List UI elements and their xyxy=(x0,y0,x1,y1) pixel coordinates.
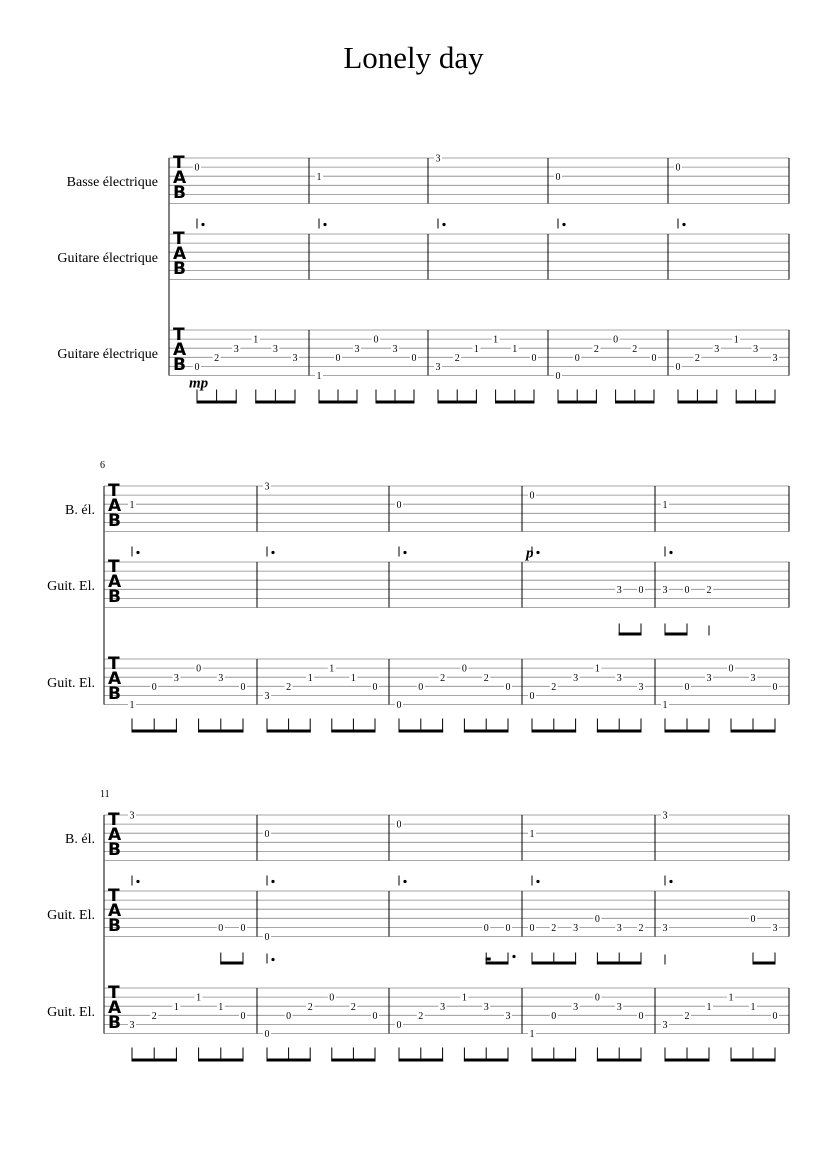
tab-clef-letter: A xyxy=(108,998,122,1018)
fret-number: 0 xyxy=(728,663,734,675)
augmentation-dot xyxy=(136,551,139,554)
instrument-label: Guitare électrique xyxy=(57,251,158,266)
fret-number: 2 xyxy=(684,1010,690,1022)
tab-clef-letter: T xyxy=(108,810,120,830)
beam xyxy=(532,962,577,965)
fret-number: 0 xyxy=(529,490,535,502)
beam xyxy=(665,730,710,733)
fret-number: 0 xyxy=(396,499,402,511)
fret-number: 0 xyxy=(411,352,417,364)
fret-number: 2 xyxy=(214,352,220,364)
beam xyxy=(753,962,776,965)
fret-number: 0 xyxy=(594,913,600,925)
fret-number: 0 xyxy=(240,923,246,934)
fret-number: 3 xyxy=(662,923,668,934)
beam xyxy=(464,1059,509,1062)
fret-number: 3 xyxy=(662,810,668,822)
fret-number: 1 xyxy=(173,1001,179,1013)
augmentation-dot xyxy=(512,955,515,958)
tab-clef-letter: A xyxy=(108,572,122,592)
augmentation-dot xyxy=(536,880,539,883)
fret-number: 3 xyxy=(616,1001,622,1013)
beam xyxy=(220,962,243,965)
tab-clef-letter: B xyxy=(108,840,121,860)
fret-number: 2 xyxy=(694,352,700,364)
fret-number: 2 xyxy=(551,681,557,693)
fret-number: 1 xyxy=(750,1001,756,1013)
fret-number: 0 xyxy=(684,681,690,693)
fret-number: 3 xyxy=(662,1020,668,1031)
tab-clef-letter: A xyxy=(108,825,122,845)
fret-number: 0 xyxy=(329,992,335,1004)
instrument-label: B. él. xyxy=(65,832,95,847)
fret-number: 3 xyxy=(272,343,278,355)
beam xyxy=(267,1059,311,1062)
fret-number: 3 xyxy=(662,584,668,596)
beam xyxy=(597,730,642,733)
fret-number: 3 xyxy=(573,672,579,684)
fret-number: 2 xyxy=(151,1010,157,1022)
beam xyxy=(198,1059,243,1062)
fret-number: 2 xyxy=(454,352,460,364)
fret-number: 0 xyxy=(638,584,644,596)
fret-number: 0 xyxy=(529,923,535,934)
fret-number: 1 xyxy=(662,499,668,511)
fret-number: 2 xyxy=(632,343,638,355)
beam xyxy=(331,1059,375,1062)
fret-number: 0 xyxy=(194,362,200,373)
fret-number: 0 xyxy=(264,1029,270,1041)
beam xyxy=(532,730,577,733)
fret-number: 3 xyxy=(392,343,398,355)
fret-number: 0 xyxy=(505,681,511,693)
fret-number: 3 xyxy=(264,481,270,493)
fret-number: 1 xyxy=(316,171,322,183)
fret-number: 3 xyxy=(706,672,712,684)
augmentation-dot xyxy=(536,551,539,554)
tab-clef-letter: A xyxy=(108,901,122,921)
fret-number: 3 xyxy=(483,1001,489,1013)
augmentation-dot xyxy=(271,958,274,961)
fret-number: 3 xyxy=(440,1001,446,1013)
fret-number: 0 xyxy=(196,663,202,675)
fret-number: 3 xyxy=(772,923,778,934)
instrument-label: Guitare électrique xyxy=(57,347,158,362)
beam xyxy=(731,730,776,733)
fret-number: 3 xyxy=(573,1001,579,1013)
beam xyxy=(132,1059,177,1062)
augmentation-dot xyxy=(271,880,274,883)
tab-clef-letter: A xyxy=(108,669,122,689)
fret-number: 0 xyxy=(505,923,511,934)
fret-number: 0 xyxy=(684,584,690,596)
fret-number: 2 xyxy=(440,672,446,684)
fret-number: 3 xyxy=(435,153,441,165)
fret-number: 1 xyxy=(196,992,202,1004)
fret-number: 1 xyxy=(512,343,518,355)
beam xyxy=(619,633,642,636)
fret-number: 2 xyxy=(593,343,599,355)
beam xyxy=(615,401,654,404)
fret-number: 3 xyxy=(772,352,778,364)
fret-number: 1 xyxy=(728,992,734,1004)
fret-number: 0 xyxy=(551,1010,557,1022)
fret-number: 1 xyxy=(706,1001,712,1013)
fret-number: 3 xyxy=(354,343,360,355)
fret-number: 0 xyxy=(531,352,537,364)
tab-clef-letter: B xyxy=(173,355,186,375)
augmentation-dot xyxy=(403,551,406,554)
tab-clef-letter: B xyxy=(173,259,186,279)
beam xyxy=(132,730,177,733)
fret-number: 2 xyxy=(286,681,292,693)
fret-number: 1 xyxy=(350,672,356,684)
fret-number: 0 xyxy=(675,362,681,373)
fret-number: 1 xyxy=(316,371,322,383)
fret-number: 0 xyxy=(396,700,402,712)
augmentation-dot xyxy=(136,880,139,883)
beam xyxy=(597,1059,642,1062)
fret-number: 0 xyxy=(335,352,341,364)
fret-number: 2 xyxy=(418,1010,424,1022)
fret-number: 0 xyxy=(372,1010,378,1022)
beam xyxy=(331,730,375,733)
fret-number: 1 xyxy=(129,499,135,511)
tab-clef-letter: B xyxy=(173,183,186,203)
tab-clef-letter: B xyxy=(108,511,121,531)
beam xyxy=(532,1059,577,1062)
fret-number: 2 xyxy=(307,1001,313,1013)
beam xyxy=(486,962,509,965)
instrument-label: Guit. El. xyxy=(47,908,95,923)
fret-number: 1 xyxy=(129,700,135,712)
beam xyxy=(495,401,534,404)
fret-number: 0 xyxy=(396,819,402,831)
fret-number: 3 xyxy=(573,923,579,934)
fret-number: 0 xyxy=(555,171,561,183)
fret-number: 0 xyxy=(555,371,561,383)
fret-number: 0 xyxy=(396,1020,402,1031)
sixteenth-beam xyxy=(486,958,491,961)
beam xyxy=(665,1059,710,1062)
fret-number: 3 xyxy=(714,343,720,355)
beam xyxy=(399,730,444,733)
fret-number: 0 xyxy=(594,992,600,1004)
fret-number: 3 xyxy=(638,681,644,693)
fret-number: 0 xyxy=(194,162,200,174)
instrument-label: B. él. xyxy=(65,503,95,518)
fret-number: 3 xyxy=(435,362,441,373)
fret-number: 0 xyxy=(372,681,378,693)
score-title: Lonely day xyxy=(343,40,484,75)
tab-clef-letter: A xyxy=(173,168,187,188)
tab-clef-letter: T xyxy=(108,557,120,577)
augmentation-dot xyxy=(669,551,672,554)
fret-number: 2 xyxy=(483,672,489,684)
augmentation-dot xyxy=(669,880,672,883)
tab-clef-letter: B xyxy=(108,916,121,936)
instrument-label: Guit. El. xyxy=(47,579,95,594)
tab-clef-letter: A xyxy=(173,244,187,264)
beam xyxy=(267,730,311,733)
fret-number: 1 xyxy=(473,343,479,355)
fret-number: 0 xyxy=(264,932,270,944)
instrument-label: Basse électrique xyxy=(66,175,158,190)
fret-number: 3 xyxy=(292,352,298,364)
fret-number: 1 xyxy=(461,992,467,1004)
beam xyxy=(255,401,295,404)
fret-number: 1 xyxy=(493,334,499,346)
augmentation-dot xyxy=(201,223,204,226)
dynamic-marking: p xyxy=(526,545,534,562)
beam xyxy=(558,401,597,404)
fret-number: 0 xyxy=(675,162,681,174)
tab-clef-letter: T xyxy=(108,654,120,674)
tab-clef-letter: T xyxy=(108,886,120,906)
fret-number: 3 xyxy=(753,343,759,355)
fret-number: 0 xyxy=(651,352,657,364)
fret-number: 3 xyxy=(173,672,179,684)
augmentation-dot xyxy=(682,223,685,226)
fret-number: 0 xyxy=(240,681,246,693)
beam xyxy=(464,730,509,733)
tab-clef-letter: T xyxy=(108,481,120,501)
instrument-label: Guit. El. xyxy=(47,1005,95,1020)
fret-number: 3 xyxy=(233,343,239,355)
instrument-label: Guit. El. xyxy=(47,676,95,691)
beam xyxy=(665,633,688,636)
beam xyxy=(731,1059,776,1062)
fret-number: 3 xyxy=(218,672,224,684)
fret-number: 0 xyxy=(418,681,424,693)
beam xyxy=(376,401,415,404)
fret-number: 0 xyxy=(772,681,778,693)
tab-clef-letter: T xyxy=(173,229,185,249)
augmentation-dot xyxy=(442,223,445,226)
fret-number: 3 xyxy=(616,584,622,596)
tab-clef-letter: B xyxy=(108,587,121,607)
fret-number: 3 xyxy=(750,672,756,684)
fret-number: 0 xyxy=(638,1010,644,1022)
tab-clef-letter: B xyxy=(108,684,121,704)
fret-number: 0 xyxy=(218,923,224,934)
tab-clef-letter: T xyxy=(173,325,185,345)
fret-number: 3 xyxy=(616,923,622,934)
measure-number: 6 xyxy=(100,460,105,471)
fret-number: 1 xyxy=(307,672,313,684)
augmentation-dot xyxy=(323,223,326,226)
tab-clef-letter: A xyxy=(108,496,122,516)
fret-number: 2 xyxy=(551,923,557,934)
fret-number: 3 xyxy=(129,1020,135,1031)
fret-number: 0 xyxy=(483,923,489,934)
beam xyxy=(736,401,776,404)
fret-number: 1 xyxy=(529,828,535,840)
fret-number: 2 xyxy=(706,584,712,596)
beam xyxy=(597,962,642,965)
fret-number: 3 xyxy=(264,691,270,702)
fret-number: 1 xyxy=(218,1001,224,1013)
augmentation-dot xyxy=(562,223,565,226)
fret-number: 1 xyxy=(594,663,600,675)
fret-number: 0 xyxy=(613,334,619,346)
fret-number: 0 xyxy=(240,1010,246,1022)
fret-number: 0 xyxy=(373,334,379,346)
fret-number: 3 xyxy=(505,1010,511,1022)
augmentation-dot xyxy=(271,551,274,554)
augmentation-dot xyxy=(403,880,406,883)
beam xyxy=(197,401,237,404)
measure-number: 11 xyxy=(100,789,110,800)
tab-clef-letter: B xyxy=(108,1013,121,1033)
fret-number: 0 xyxy=(461,663,467,675)
tab-clef-letter: T xyxy=(108,983,120,1003)
fret-number: 1 xyxy=(662,700,668,712)
fret-number: 0 xyxy=(529,691,535,702)
dynamic-marking: mp xyxy=(189,375,209,392)
beam xyxy=(678,401,718,404)
tab-clef-letter: A xyxy=(173,340,187,360)
beam xyxy=(438,401,477,404)
fret-number: 0 xyxy=(264,828,270,840)
beam xyxy=(399,1059,444,1062)
tab-clef-letter: T xyxy=(173,153,185,173)
fret-number: 0 xyxy=(286,1010,292,1022)
fret-number: 1 xyxy=(529,1029,535,1041)
fret-number: 2 xyxy=(638,923,644,934)
fret-number: 0 xyxy=(151,681,157,693)
fret-number: 1 xyxy=(253,334,259,346)
fret-number: 0 xyxy=(574,352,580,364)
beam xyxy=(319,401,358,404)
fret-number: 0 xyxy=(772,1010,778,1022)
fret-number: 3 xyxy=(129,810,135,822)
fret-number: 2 xyxy=(350,1001,356,1013)
fret-number: 1 xyxy=(733,334,739,346)
fret-number: 1 xyxy=(329,663,335,675)
beam xyxy=(198,730,243,733)
fret-number: 0 xyxy=(750,913,756,925)
fret-number: 3 xyxy=(616,672,622,684)
